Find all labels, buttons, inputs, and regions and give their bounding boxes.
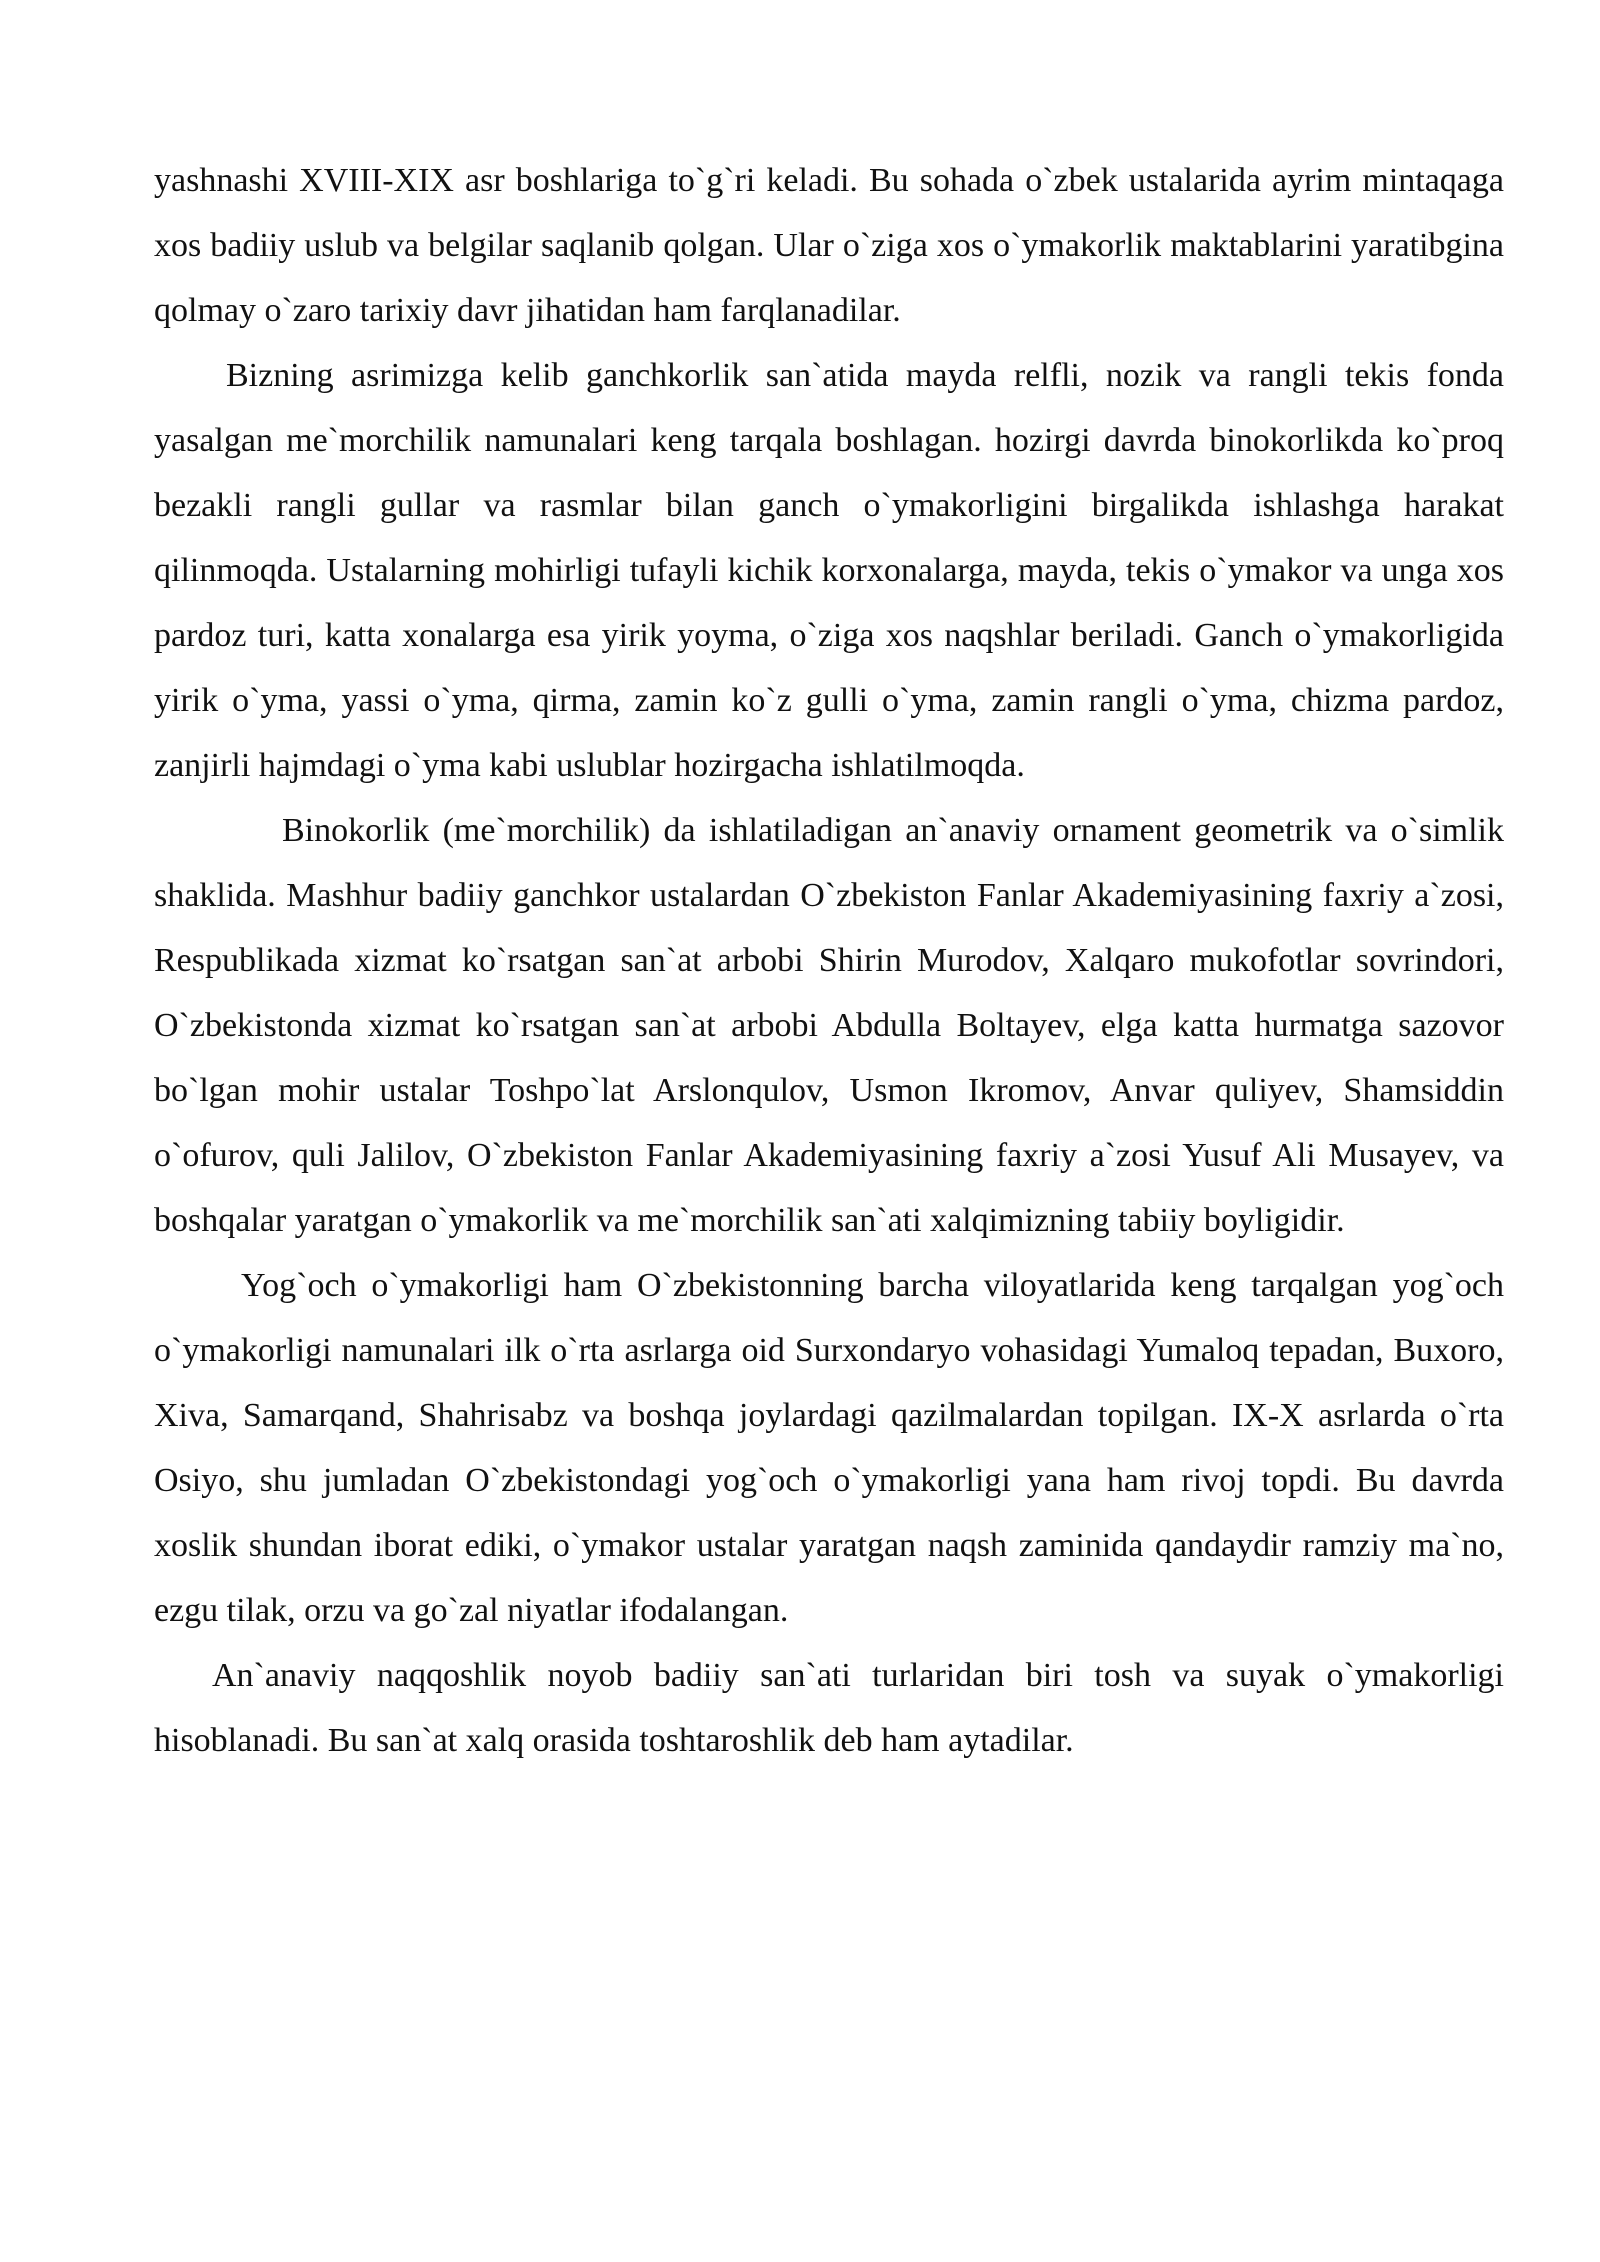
paragraph-4: Yog`och o`ymakorligi ham O`zbekistonning barcha viloyatlarida keng tarqalgan yog`och o`ymakorligi namunalari ilk o`rta asrlarga oid Surxondaryo vohasidagi Yumaloq tepadan, Buxoro, Xiva, Samarqand, Shahrisabz va boshqa joylardagi qazilmalardan topilgan. IX-X asrlarda o`rta Osiyo, shu jumladan O`zbekistondagi yog`och o`ymakorligi yana ham rivoj topdi. Bu davrda xoslik shundan iborat ediki, o`ymakor ustalar yaratgan naqsh zaminida qandaydir ramziy ma`no, ezgu tilak, orzu va go`zal niyatlar ifodalangan. bbox=[154, 1267, 1504, 1629]
document-page bbox=[154, 148, 1504, 1773]
paragraph-5: An`anaviy naqqoshlik noyob badiiy san`ati turlaridan biri tosh va suyak o`ymakorligi hisoblanadi. Bu san`at xalq orasida toshtaroshlik deb ham aytadilar. bbox=[154, 1657, 1504, 1759]
paragraph-3: Binokorlik (me`morchilik) da ishlatiladigan an`anaviy ornament geometrik va o`simlik shaklida. Mashhur badiiy ganchkor ustalardan O`zbekiston Fanlar Akademiyasining faxriy a`zosi, Respublikada xizmat ko`rsatgan san`at arbobi Shirin Murodov, Xalqaro mukofotlar sovrindori, O`zbekistonda xizmat ko`rsatgan san`at arbobi Abdulla Boltayev, elga katta hurmatga sazovor bo`lgan mohir ustalar Toshpo`lat Arslonqulov, Usmon Ikromov, Anvar quliyev, Shamsiddin o`ofurov, quli Jalilov, O`zbekiston Fanlar Akademiyasining faxriy a`zosi Yusuf Ali Musayev, va boshqalar yaratgan o`ymakorlik va me`morchilik san`ati xalqimizning tabiiy boyligidir. bbox=[154, 812, 1504, 1239]
paragraph-1: yashnashi XVIII-XIX asr boshlariga to`g`ri keladi. Bu sohada o`zbek ustalarida ayrim mintaqaga xos badiiy uslub va belgilar saqlanib qolgan. Ular o`ziga xos o`ymakorlik maktablarini yaratibgina qolmay o`zaro tarixiy davr jihatidan ham farqlanadilar. bbox=[154, 162, 1504, 329]
paragraph-2: Bizning asrimizga kelib ganchkorlik san`atida mayda relfli, nozik va rangli tekis fonda yasalgan me`morchilik namunalari keng tarqala boshlagan. hozirgi davrda binokorlikda ko`proq bezakli rangli gullar va rasmlar bilan ganch o`ymakorligini birgalikda ishlashga harakat qilinmoqda. Ustalarning mohirligi tufayli kichik korxonalarga, mayda, tekis o`ymakor va unga xos pardoz turi, katta xonalarga esa yirik yoyma, o`ziga xos naqshlar beriladi. Ganch o`ymakorligida yirik o`yma, yassi o`yma, qirma, zamin ko`z gulli o`yma, zamin rangli o`yma, chizma pardoz, zanjirli hajmdagi o`yma kabi uslublar hozirgacha ishlatilmoqda. bbox=[154, 357, 1504, 784]
